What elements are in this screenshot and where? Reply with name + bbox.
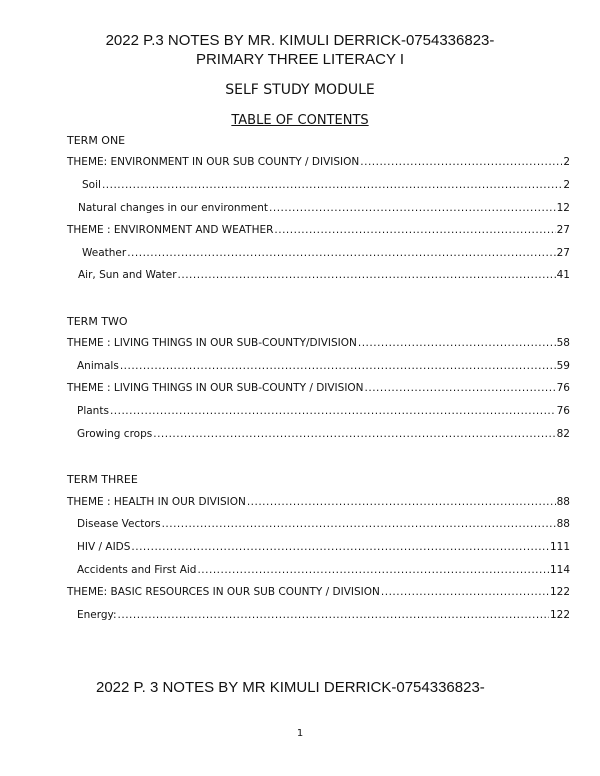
leader-dots (269, 202, 556, 214)
toc-title: TABLE OF CONTENTS (231, 113, 369, 128)
toc-entry-label: THEME: BASIC RESOURCES IN OUR SUB COUNTY / DIVISION (67, 586, 380, 598)
toc-entry-label: Plants (77, 405, 109, 417)
toc-entry-page: 111 (549, 541, 570, 553)
toc-entry[interactable] (78, 202, 570, 214)
toc-entry[interactable] (67, 382, 570, 394)
toc-entry-label: Accidents and First Aid (77, 564, 197, 576)
leader-dots (178, 269, 556, 281)
toc-entry[interactable] (77, 405, 570, 417)
toc-entry-page: 27 (556, 224, 570, 236)
toc-entry[interactable] (77, 518, 570, 530)
toc-entry-page: 88 (556, 496, 570, 508)
toc-entry-page: 2 (563, 179, 570, 191)
toc-entry-label: Soil (82, 179, 101, 191)
toc-entry-page: 76 (556, 382, 570, 394)
leader-dots (127, 247, 555, 259)
toc-entry-label: THEME : LIVING THINGS IN OUR SUB-COUNTY/DIVISION (67, 337, 357, 349)
leader-dots (197, 564, 548, 576)
toc-entry[interactable] (67, 224, 570, 236)
toc-entry[interactable] (77, 609, 570, 621)
module-title: SELF STUDY MODULE (225, 82, 375, 98)
leader-dots (162, 518, 556, 530)
toc-entry-page: 27 (556, 247, 570, 259)
leader-dots (102, 179, 562, 191)
leader-dots (358, 337, 556, 349)
toc-entry-page: 82 (556, 428, 570, 440)
term-heading: TERM THREE (67, 473, 138, 486)
header-line-1: 2022 P.3 NOTES BY MR. KIMULI DERRICK-0754336823- (105, 32, 495, 49)
leader-dots (365, 382, 556, 394)
leader-dots (110, 405, 556, 417)
toc-entry[interactable] (78, 269, 570, 281)
leader-dots (381, 586, 549, 598)
toc-entry-label: THEME : ENVIRONMENT AND WEATHER (67, 224, 274, 236)
leader-dots (247, 496, 556, 508)
leader-dots (118, 609, 549, 621)
toc-entry-page: 122 (549, 586, 570, 598)
toc-entry-label: Weather (82, 247, 127, 259)
toc-entry-page: 58 (556, 337, 570, 349)
toc-entry-page: 59 (556, 360, 570, 372)
leader-dots (153, 428, 555, 440)
toc-entry[interactable] (67, 156, 570, 168)
footer-text: 2022 P. 3 NOTES BY MR KIMULI DERRICK-0754336823- (96, 679, 485, 696)
toc-entry[interactable] (82, 247, 570, 259)
leader-dots (131, 541, 549, 553)
toc-entry[interactable] (67, 496, 570, 508)
toc-entry-label: THEME : LIVING THINGS IN OUR SUB-COUNTY / DIVISION (67, 382, 364, 394)
toc-entry-label: THEME: ENVIRONMENT IN OUR SUB COUNTY / DIVISION (67, 156, 360, 168)
term-heading: TERM ONE (67, 134, 126, 147)
toc-entry-page: 2 (563, 156, 570, 168)
leader-dots (360, 156, 562, 168)
leader-dots (120, 360, 556, 372)
toc-entry[interactable] (67, 586, 570, 598)
toc-entry[interactable] (77, 564, 570, 576)
page-number: 1 (296, 728, 304, 739)
toc-entry-label: THEME : HEALTH IN OUR DIVISION (67, 496, 246, 508)
toc-entry-page: 12 (556, 202, 570, 214)
toc-entry[interactable] (77, 360, 570, 372)
toc-entry[interactable] (67, 337, 570, 349)
toc-entry-page: 41 (556, 269, 570, 281)
toc-entry[interactable] (77, 541, 570, 553)
leader-dots (274, 224, 555, 236)
toc-entry-page: 114 (549, 564, 570, 576)
toc-entry-label: Growing crops (77, 428, 153, 440)
toc-entry-label: Natural changes in our environment (78, 202, 269, 214)
toc-entry-page: 76 (556, 405, 570, 417)
toc-entry-page: 122 (549, 609, 570, 621)
toc-entry-label: Animals (77, 360, 119, 372)
toc-entry[interactable] (82, 179, 570, 191)
toc-entry-label: Disease Vectors (77, 518, 161, 530)
term-heading: TERM TWO (67, 315, 128, 328)
toc-entry-label: Air, Sun and Water (78, 269, 177, 281)
toc-entry-label: Energy: (77, 609, 117, 621)
toc-entry[interactable] (77, 428, 570, 440)
header-line-2: PRIMARY THREE LITERACY I (195, 51, 405, 68)
toc-entry-page: 88 (556, 518, 570, 530)
toc-entry-label: HIV / AIDS (77, 541, 131, 553)
